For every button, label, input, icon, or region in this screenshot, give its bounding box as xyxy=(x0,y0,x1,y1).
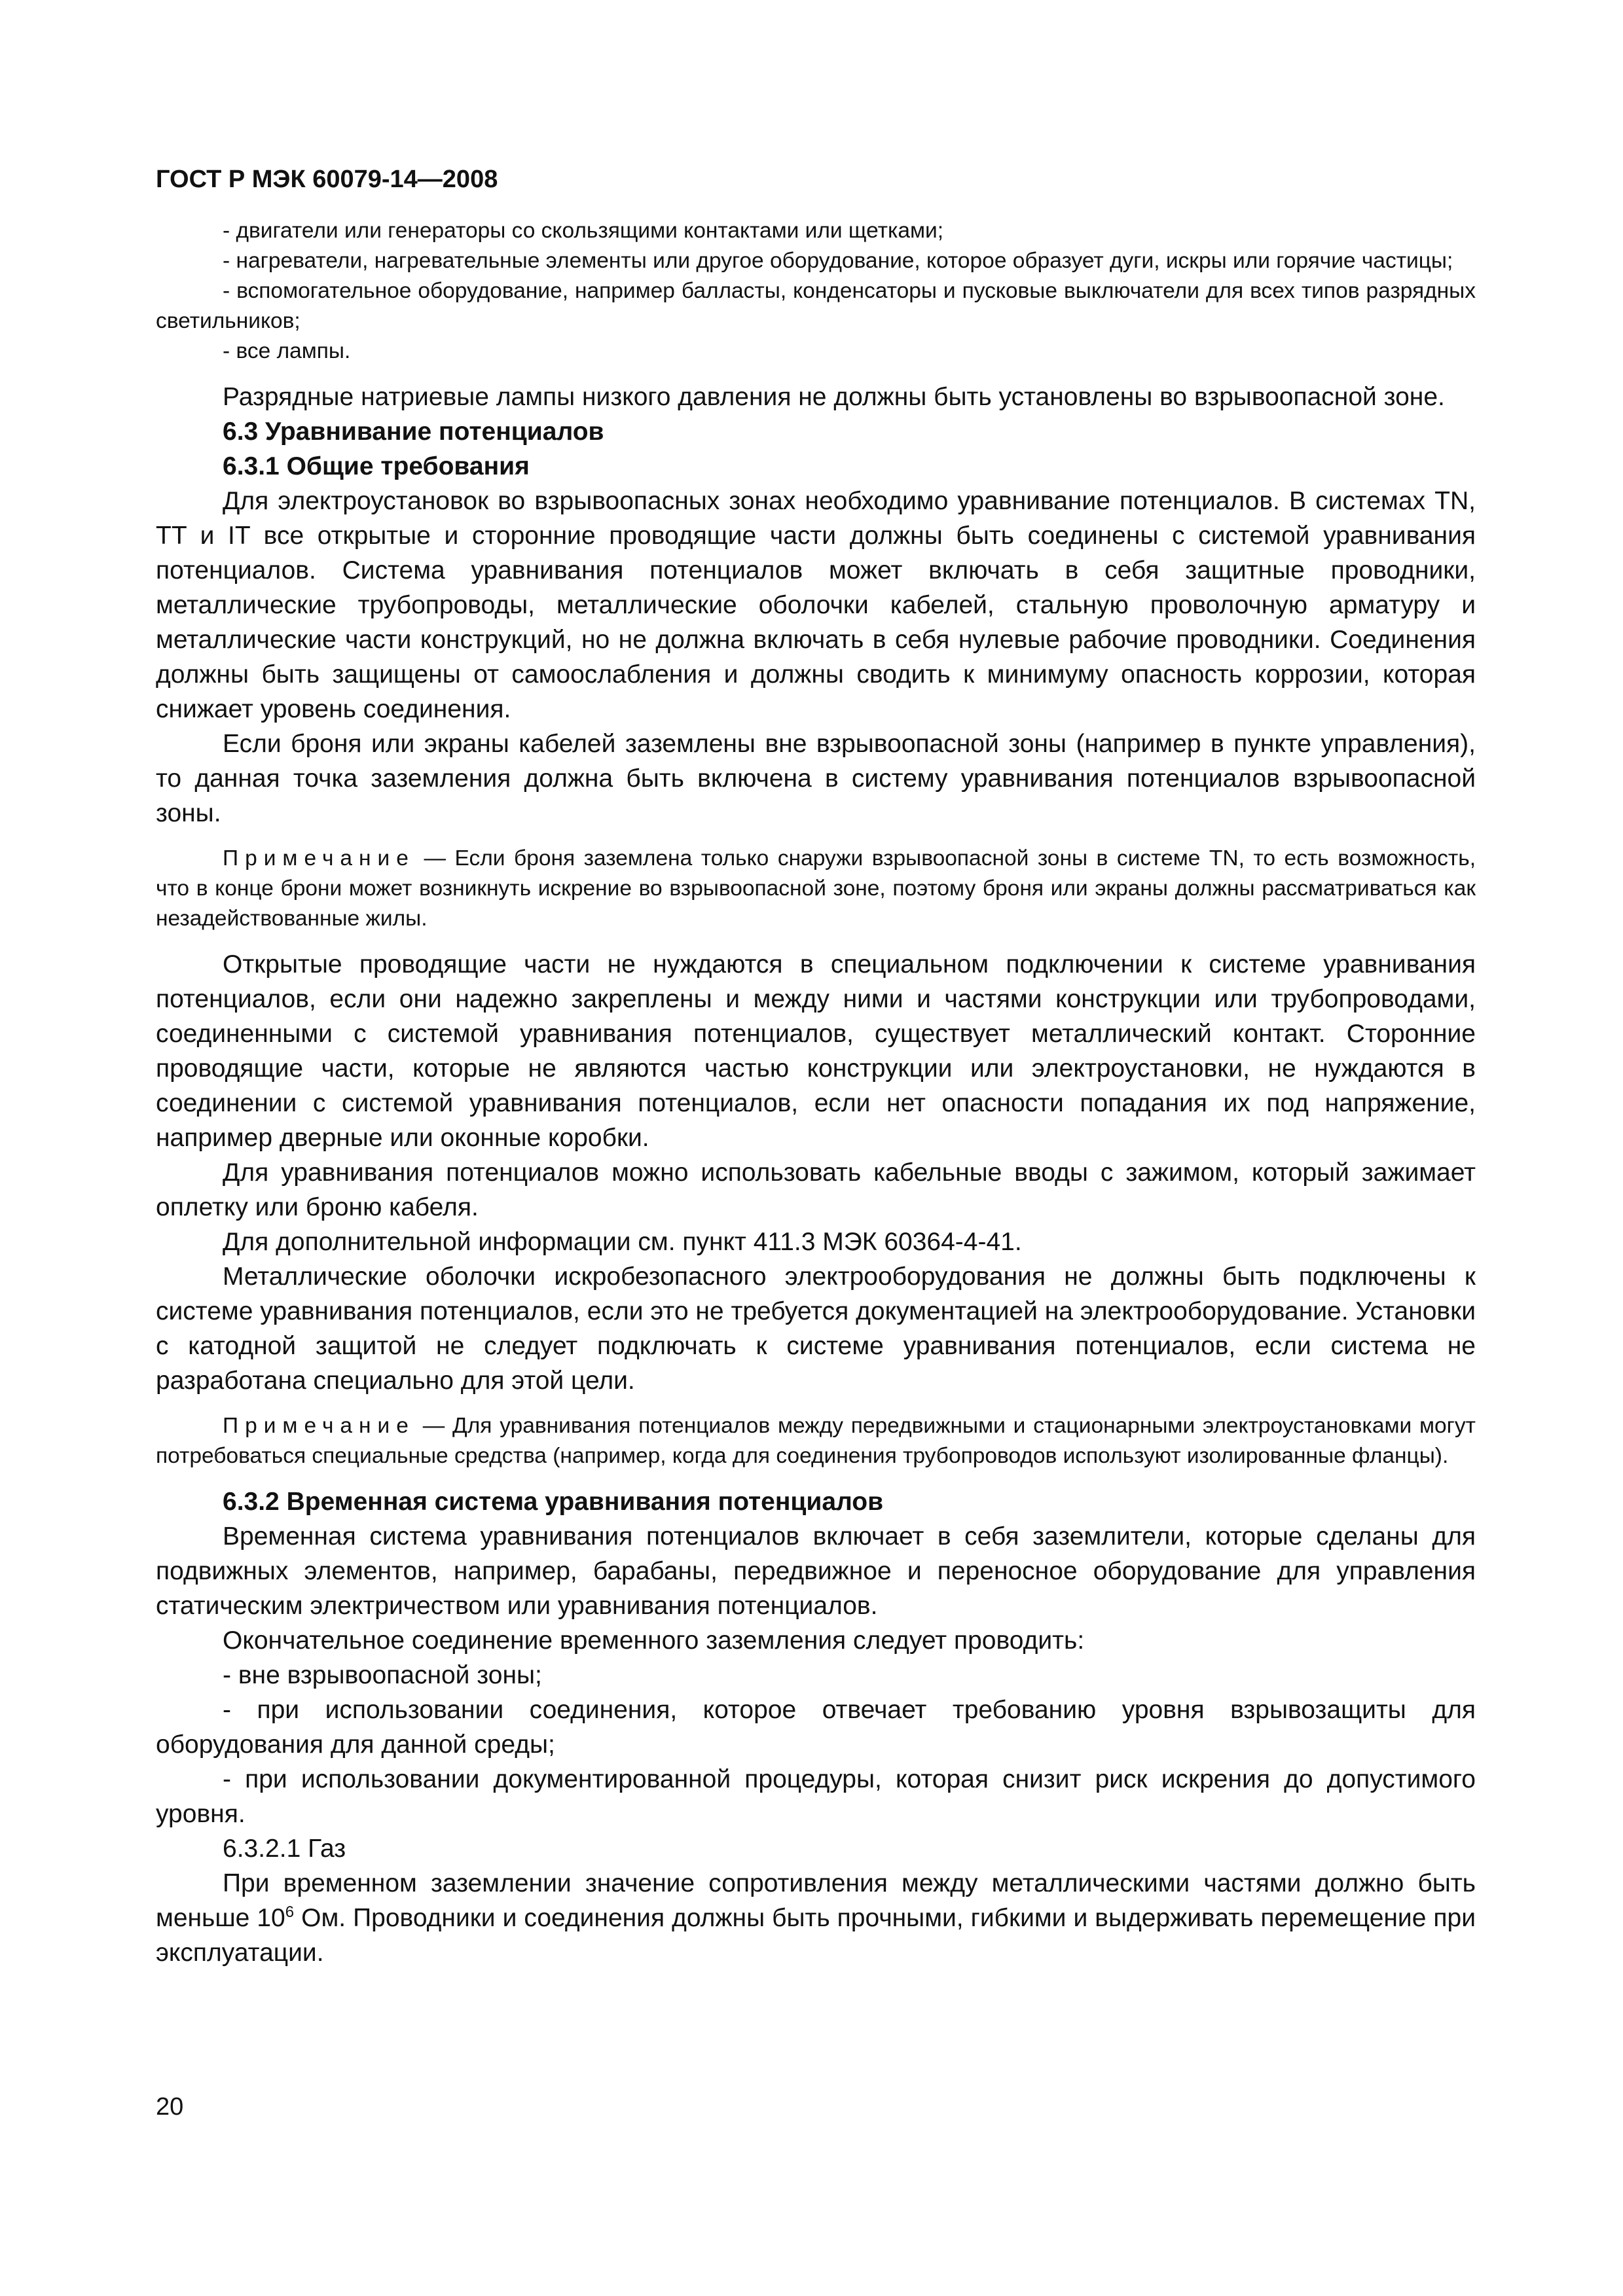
list-item: - при использовании документированной процедуры, которая снизит риск искрения до допустимого уровня. xyxy=(156,1765,1476,1828)
subsection-heading: 6.3.2.1 Газ xyxy=(223,1835,346,1863)
page-number: 20 xyxy=(156,2093,184,2121)
paragraph: Окончательное соединение временного заземления следует проводить: xyxy=(223,1626,1085,1655)
paragraph: Временная система уравнивания потенциалов включает в себя заземлители, которые сделаны для подвижных элементов, например, барабаны, передвижное и переносное оборудование для управления статическим электричеством или уравнивания потенциалов. xyxy=(156,1522,1476,1620)
section-heading: 6.3.2 Временная система уравнивания потенциалов xyxy=(223,1488,884,1516)
list-item: - при использовании соединения, которое отвечает требованию уровня взрывозащиты для оборудования для данной среды; xyxy=(156,1696,1476,1759)
section-heading: 6.3.1 Общие требования xyxy=(223,452,530,480)
list-item: - двигатели или генераторы со скользящими контактами или щетками; xyxy=(223,219,944,243)
paragraph: Если броня или экраны кабелей заземлены вне взрывоопасной зоны (например в пункте управления), то данная точка заземления должна быть включена в систему уравнивания потенциалов взрывоопасной зоны. xyxy=(156,730,1476,827)
paragraph: Открытые проводящие части не нуждаются в специальном подключении к системе уравнивания потенциалов, если они надежно закреплены и между ними и частями конструкции или трубопроводами, соединенными с системой уравнивания потенциалов, существует металлический контакт. Сторонние проводящие части, которые не являются частью конструкции или электроустановки, не нуждаются в соединении с системой уравнивания потенциалов, если нет опасности попадания их под напряжение, например дверные или оконные коробки. xyxy=(156,950,1476,1152)
exponent: 6 xyxy=(285,1903,295,1921)
list-item: - все лампы. xyxy=(223,339,351,363)
paragraph: Металлические оболочки искробезопасного электрооборудования не должны быть подключены к системе уравнивания потенциалов, если это не требуется документацией на электрооборудование. Установки с катодной защитой не следует подключать к системе уравнивания потенциалов, если система не разработана специально для этой цели. xyxy=(156,1263,1476,1395)
note-label: Примечание xyxy=(223,846,415,870)
paragraph: Разрядные натриевые лампы низкого давления не должны быть установлены во взрывоопасной зоне. xyxy=(223,383,1445,411)
list-item: - вспомогательное оборудование, например балласты, конденсаторы и пусковые выключатели для всех типов разрядных светильников; xyxy=(156,279,1476,333)
paragraph: Для электроустановок во взрывоопасных зонах необходимо уравнивание потенциалов. В системах TN, TT и IT все открытые и сторонние проводящие части должны быть соединены с системой уравнивания потенциалов. Система уравнивания потенциалов может включать в себя защитные проводники, металлические трубопроводы, металлические оболочки кабелей, стальную проволочную арматуру и металлические части конструкций, но не должна включать в себя нулевые рабочие проводники. Соединения должны быть защищены от самоослабления и должны сводить к минимуму опасность коррозии, которая снижает уровень соединения. xyxy=(156,487,1476,723)
paragraph-text: Ом. Проводники и соединения должны быть прочными, гибкими и выдерживать перемещение при эксплуатации. xyxy=(156,1904,1476,1967)
paragraph: Для дополнительной информации см. пункт 411.3 МЭК 60364-4-41. xyxy=(223,1228,1022,1256)
list-item: - вне взрывоопасной зоны; xyxy=(223,1661,542,1689)
document-page xyxy=(156,164,1476,1970)
note-label: Примечание xyxy=(223,1414,415,1438)
note-text: — Для уравнивания потенциалов между передвижными и стационарными электроустановками могут потребоваться специальные средства (например, когда для соединения трубопроводов используют изолированные фланцы). xyxy=(156,1414,1476,1468)
note xyxy=(156,1411,1476,1471)
paragraph: Для уравнивания потенциалов можно использовать кабельные вводы с зажимом, который зажимает оплетку или броню кабеля. xyxy=(156,1158,1476,1221)
note xyxy=(156,844,1476,934)
section-heading: 6.3 Уравнивание потенциалов xyxy=(223,418,604,446)
document-header: ГОСТ Р МЭК 60079-14—2008 xyxy=(156,166,498,193)
note-text: — Если броня заземлена только снаружи взрывоопасной зоны в системе TN, то есть возможность, что в конце брони может возникнуть искрение во взрывоопасной зоне, поэтому броня или экраны должны рассматриваться как незадействованные жилы. xyxy=(156,846,1476,931)
paragraph xyxy=(156,1866,1476,1970)
list-item: - нагреватели, нагревательные элементы или другое оборудование, которое образует дуги, искры или горячие частицы; xyxy=(223,249,1453,273)
paragraph-text: При временном заземлении значение сопротивления между металлическими частями должно быть меньше 10 xyxy=(156,1869,1476,1932)
